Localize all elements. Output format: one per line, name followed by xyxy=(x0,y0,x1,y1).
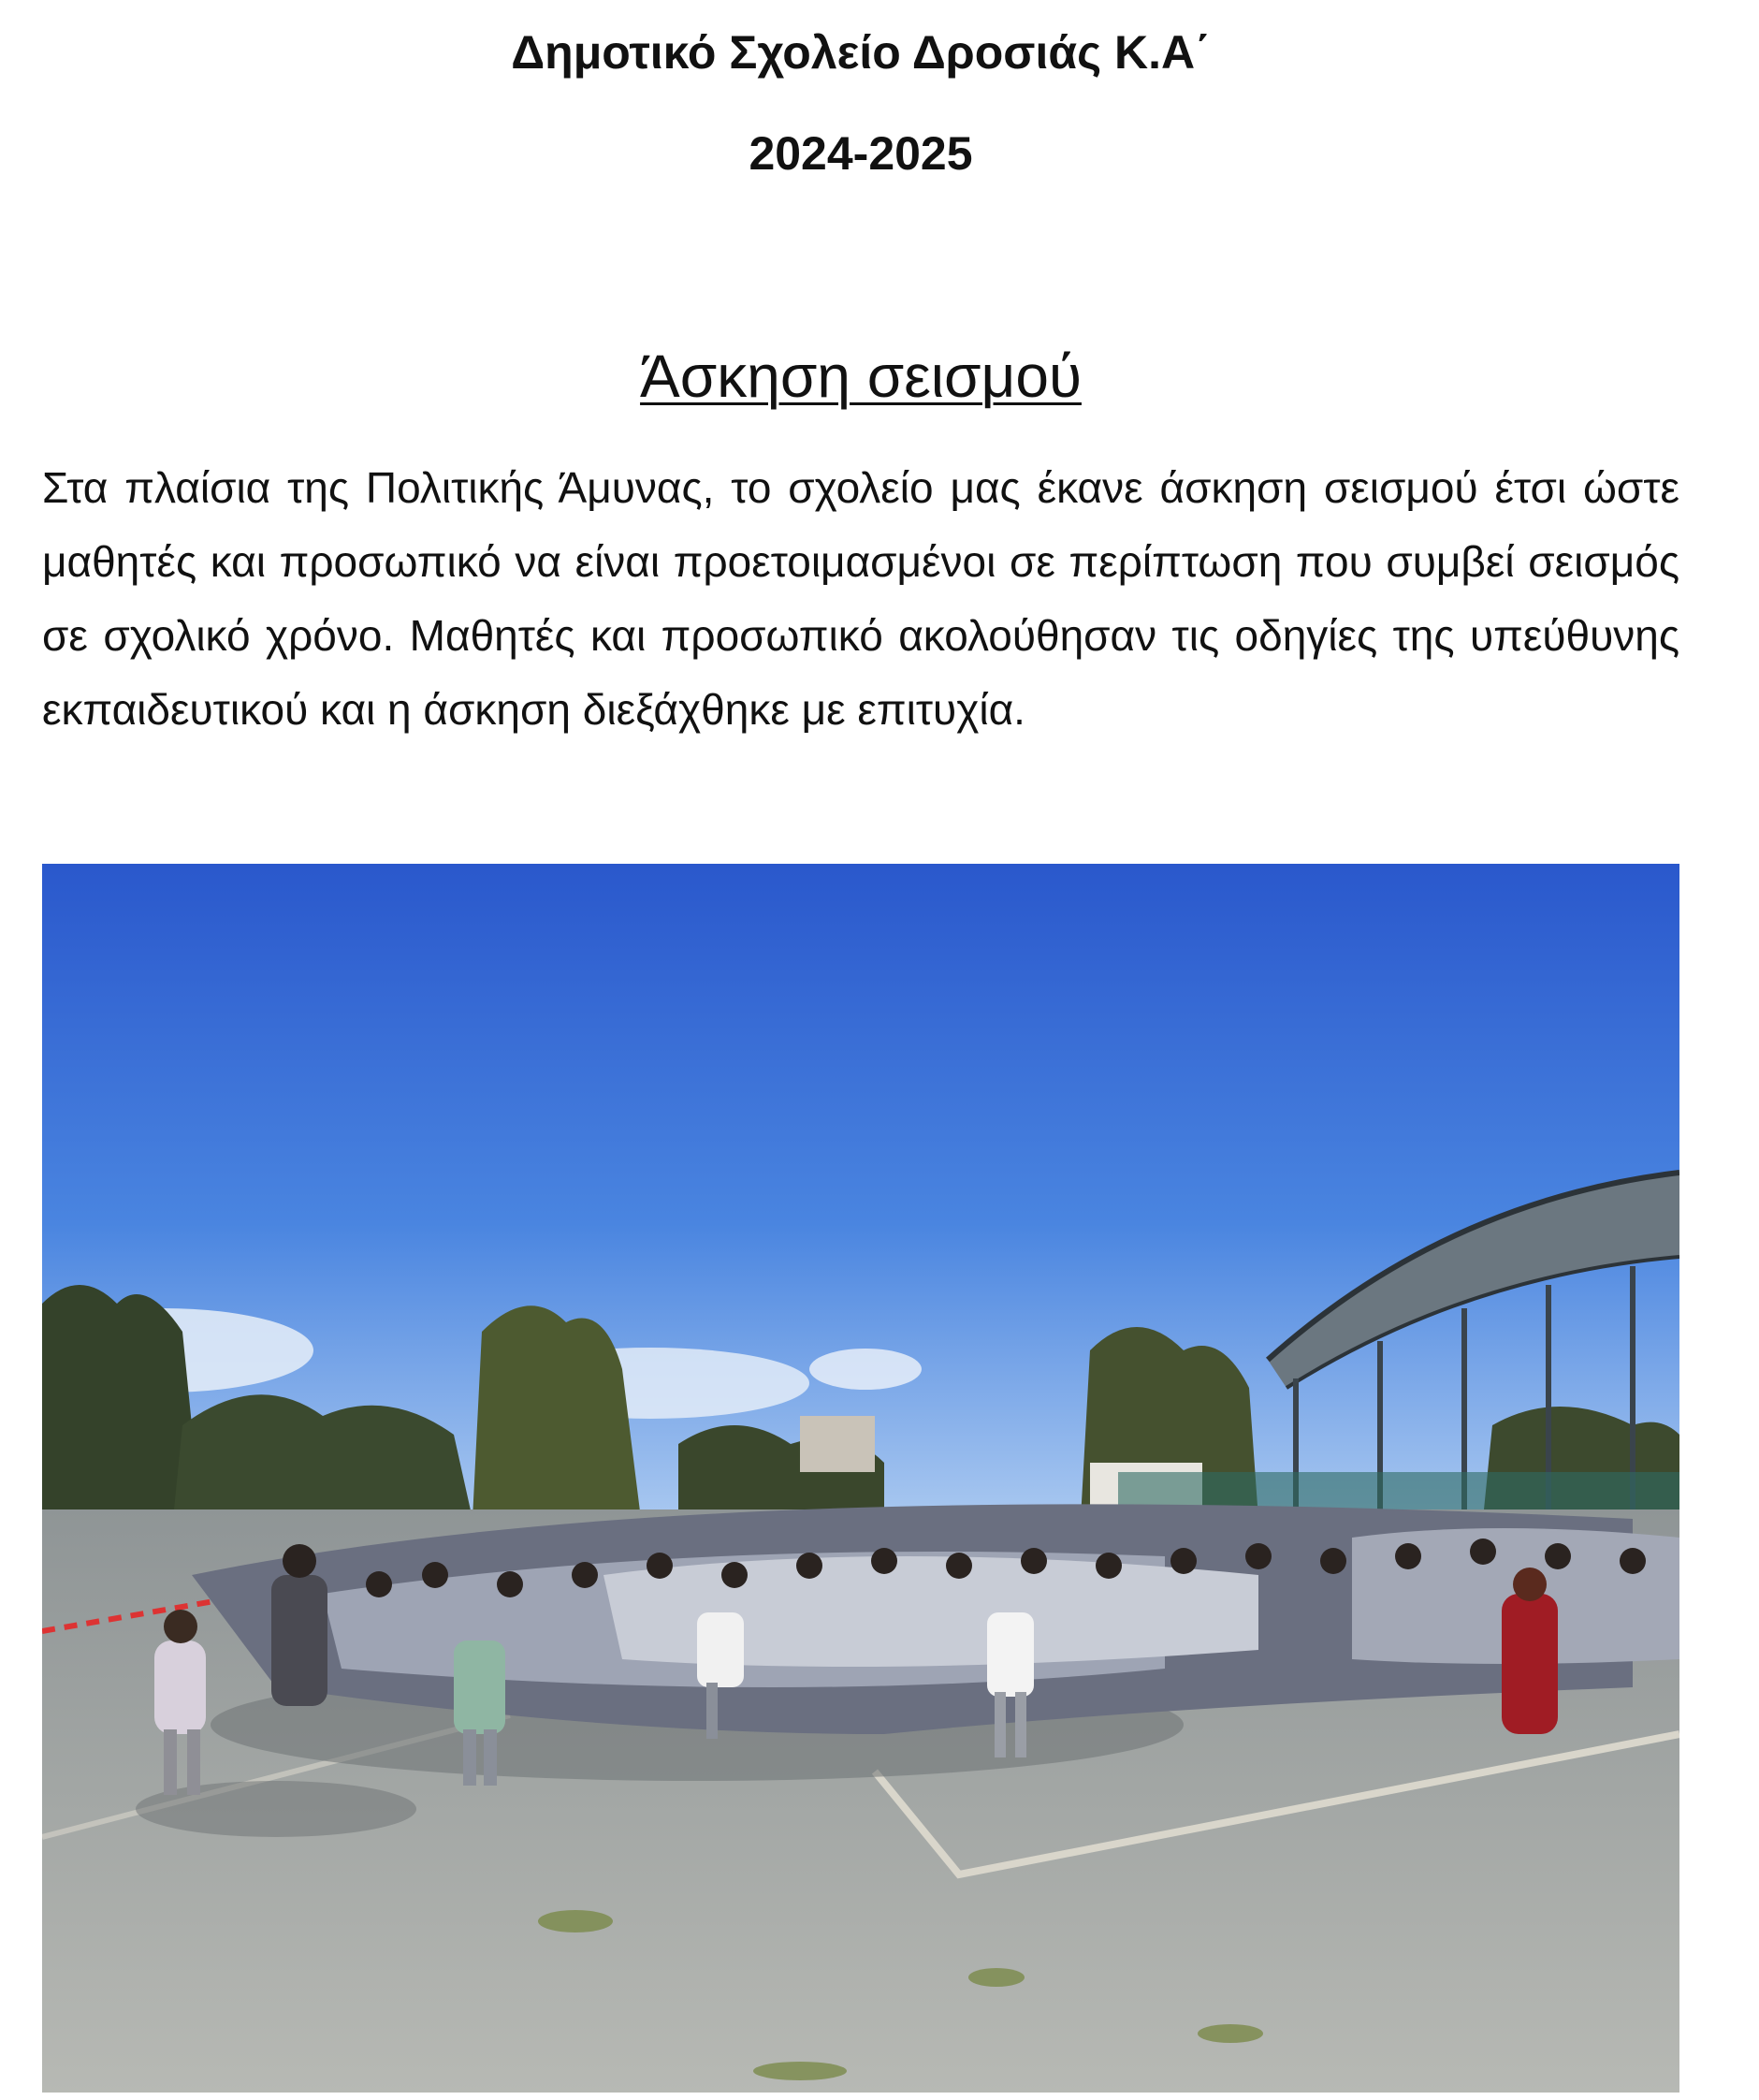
earthquake-drill-photo xyxy=(42,864,1679,2093)
article-body: Στα πλαίσια της Πολιτικής Άμυνας, το σχολείο μας έκανε άσκηση σεισμού έτσι ώστε μαθητές και προσωπικό να είναι προετοιμασμένοι σε περίπτωση που συμβεί σεισμός σε σχολικό χρόνο. Μαθητές και προσωπικό ακολούθησαν τις οδηγίες της υπεύθυνης εκπαιδευτικού και η άσκηση διεξάχθηκε με επιτυχία. xyxy=(42,463,1679,734)
article-title xyxy=(0,337,1722,416)
school-name: Δημοτικό Σχολείο Δροσιάς Κ.Α΄ xyxy=(511,26,1211,79)
article-title-text: Άσκηση σεισμού xyxy=(640,343,1082,410)
school-year: 2024-2025 xyxy=(749,127,973,180)
